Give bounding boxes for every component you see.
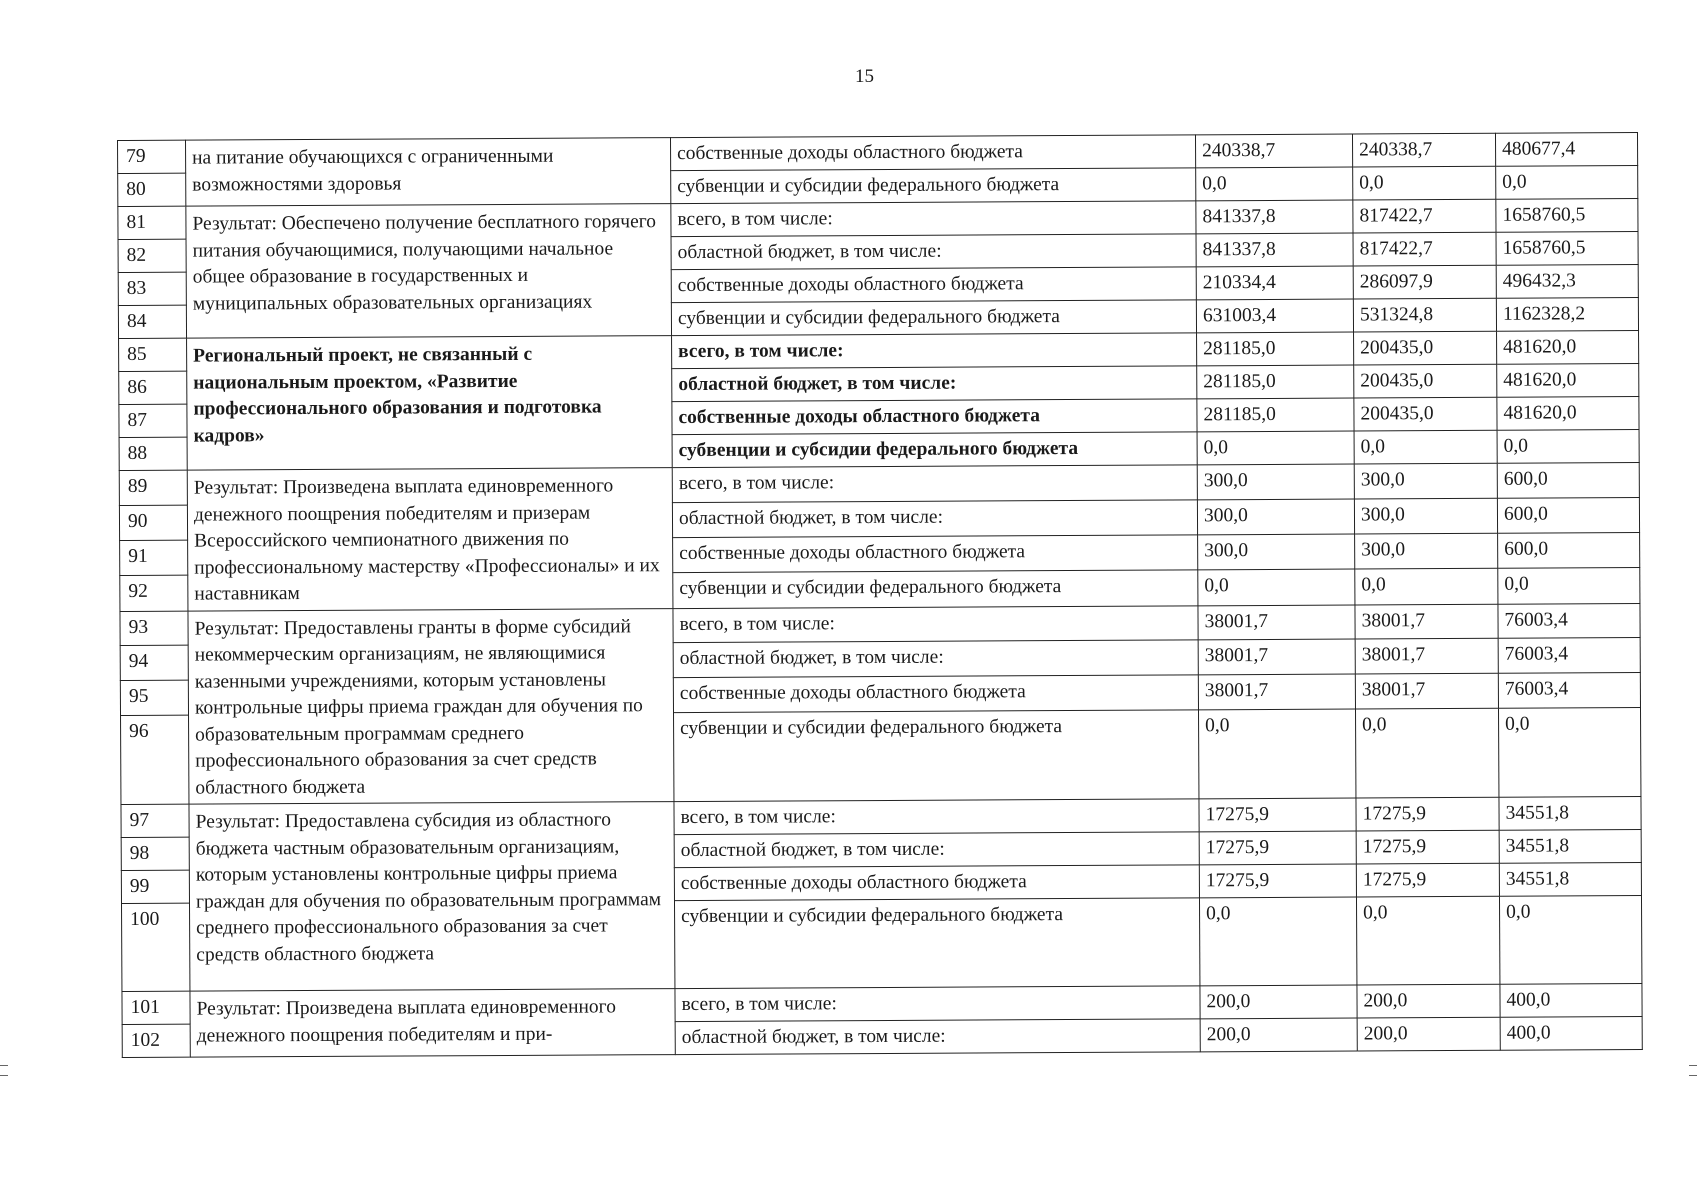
row-number: 90 (119, 505, 187, 540)
value-year-1: 841337,8 (1196, 200, 1353, 234)
value-year-1: 841337,8 (1196, 233, 1353, 267)
row-number: 97 (121, 804, 189, 837)
funding-source: собственные доходы областного бюджета (674, 865, 1199, 901)
value-year-1: 38001,7 (1198, 674, 1355, 710)
row-number: 87 (119, 404, 187, 437)
value-total: 1658760,5 (1496, 199, 1638, 233)
value-year-1: 281185,0 (1197, 365, 1354, 399)
value-year-2: 300,0 (1354, 463, 1497, 499)
value-year-2: 17275,9 (1356, 830, 1499, 864)
row-number: 83 (118, 272, 186, 305)
value-year-1: 240338,7 (1195, 134, 1352, 168)
row-number: 101 (122, 991, 190, 1024)
funding-source: субвенции и субсидии федерального бюджета (672, 432, 1197, 468)
row-number: 98 (121, 837, 189, 870)
row-number: 91 (120, 540, 188, 575)
value-total: 600,0 (1498, 533, 1640, 569)
funding-source: собственные доходы областного бюджета (673, 535, 1198, 573)
row-number: 92 (120, 576, 188, 611)
funding-source: областной бюджет, в том числе: (672, 366, 1197, 402)
value-total: 0,0 (1496, 166, 1638, 200)
value-total: 1162328,2 (1496, 298, 1638, 332)
row-description: Результат: Произведена выплата единовременного денежного поощрения победителям и при- (190, 989, 675, 1058)
row-number: 100 (121, 903, 189, 991)
value-total: 480677,4 (1495, 133, 1637, 167)
row-number: 86 (119, 371, 187, 404)
row-number: 93 (120, 611, 188, 646)
funding-source: всего, в том числе: (675, 986, 1200, 1022)
funding-source: областной бюджет, в том числе: (675, 1019, 1200, 1055)
value-year-2: 0,0 (1355, 569, 1498, 605)
value-total: 34551,8 (1499, 797, 1641, 831)
value-total: 0,0 (1498, 708, 1640, 798)
value-year-1: 631003,4 (1196, 299, 1353, 333)
funding-source: субвенции и субсидии федерального бюджета (674, 898, 1199, 989)
value-year-2: 200435,0 (1354, 364, 1497, 398)
value-year-1: 38001,7 (1198, 639, 1355, 675)
row-number: 85 (119, 338, 187, 371)
row-description: Результат: Предоставлена субсидия из областного бюджета частным образовательным организациям, которым установлены контрольные цифры приема граждан для обучения по образовательным программам среднего профессионального образования за счет средств областного бюджета (189, 802, 675, 992)
value-year-2: 300,0 (1354, 498, 1497, 534)
value-year-2: 0,0 (1353, 166, 1496, 200)
value-total: 1658760,5 (1496, 232, 1638, 266)
value-year-2: 17275,9 (1356, 797, 1499, 831)
row-number: 81 (118, 206, 186, 239)
row-description: Результат: Произведена выплата единовременного денежного поощрения победителям и призерам Всероссийского чемпионатного движения по профессиональному мастерству «Профессионалы» и их наставникам (187, 468, 673, 611)
funding-source: всего, в том числе: (671, 201, 1196, 237)
row-number: 82 (118, 239, 186, 272)
value-year-2: 0,0 (1355, 708, 1498, 798)
funding-source: всего, в том числе: (672, 465, 1197, 503)
funding-source: субвенции и субсидии федерального бюджета (671, 300, 1196, 336)
value-year-1: 17275,9 (1199, 864, 1356, 898)
right-margin-mark (1689, 1075, 1697, 1076)
value-year-1: 210334,4 (1196, 266, 1353, 300)
value-year-1: 0,0 (1196, 167, 1353, 201)
funding-source: субвенции и субсидии федерального бюджета (674, 710, 1199, 802)
value-year-2: 531324,8 (1353, 298, 1496, 332)
funding-source: собственные доходы областного бюджета (671, 267, 1196, 303)
value-year-2: 300,0 (1355, 534, 1498, 570)
value-year-2: 240338,7 (1352, 133, 1495, 167)
value-year-2: 200,0 (1357, 1017, 1500, 1051)
value-year-1: 0,0 (1198, 709, 1355, 799)
value-total: 400,0 (1500, 1017, 1642, 1051)
value-year-2: 38001,7 (1355, 674, 1498, 710)
value-total: 76003,4 (1498, 603, 1640, 639)
value-year-1: 17275,9 (1199, 831, 1356, 865)
funding-source: областной бюджет, в том числе: (673, 640, 1198, 678)
row-description: Результат: Предоставлены гранты в форме субсидий некоммерческим организациям, не являющимися казенными учреждениями, которым установлены контрольные цифры приема граждан для обучения по образовательным программам среднего профессионального образования за счет средств областного бюджета (188, 608, 674, 804)
value-total: 481620,0 (1497, 364, 1639, 398)
row-number: 79 (118, 140, 186, 173)
row-description: Региональный проект, не связанный с национальным проектом, «Развитие профессионального образования и подготовка кадров» (187, 336, 673, 471)
funding-source: областной бюджет, в том числе: (671, 234, 1196, 270)
value-total: 0,0 (1497, 430, 1639, 464)
value-total: 0,0 (1499, 896, 1641, 985)
right-margin-mark (1689, 1065, 1697, 1066)
row-number: 94 (120, 646, 188, 681)
value-year-2: 38001,7 (1355, 604, 1498, 640)
funding-source: собственные доходы областного бюджета (673, 675, 1198, 713)
funding-source: областной бюджет, в том числе: (674, 832, 1199, 868)
budget-table (117, 132, 1643, 1058)
value-total: 34551,8 (1499, 830, 1641, 864)
funding-source: всего, в том числе: (672, 333, 1197, 369)
value-year-2: 200435,0 (1354, 397, 1497, 431)
value-year-1: 38001,7 (1198, 605, 1355, 641)
value-total: 34551,8 (1499, 863, 1641, 897)
row-number: 96 (121, 715, 189, 804)
funding-source: областной бюджет, в том числе: (672, 500, 1197, 538)
left-margin-mark (0, 1075, 8, 1076)
value-total: 76003,4 (1498, 638, 1640, 674)
value-year-1: 200,0 (1200, 1018, 1357, 1052)
value-total: 600,0 (1497, 498, 1639, 534)
value-year-1: 0,0 (1198, 569, 1355, 605)
row-number: 84 (118, 305, 186, 338)
value-total: 0,0 (1498, 568, 1640, 604)
value-total: 496432,3 (1496, 265, 1638, 299)
funding-source: субвенции и субсидии федерального бюджета (671, 168, 1196, 204)
value-year-2: 0,0 (1354, 430, 1497, 464)
value-total: 481620,0 (1497, 397, 1639, 431)
value-year-2: 17275,9 (1356, 863, 1499, 897)
value-year-1: 200,0 (1200, 985, 1357, 1019)
value-total: 76003,4 (1498, 673, 1640, 709)
budget-table-body (118, 133, 1643, 1058)
value-year-2: 817422,7 (1353, 232, 1496, 266)
value-year-2: 200435,0 (1354, 331, 1497, 365)
row-number: 95 (120, 680, 188, 715)
value-year-1: 300,0 (1197, 464, 1354, 500)
value-year-1: 0,0 (1197, 431, 1354, 465)
funding-source: субвенции и субсидии федерального бюджета (673, 570, 1198, 608)
page-number: 15 (855, 66, 874, 87)
funding-source: собственные доходы областного бюджета (672, 399, 1197, 435)
value-year-1: 0,0 (1199, 897, 1356, 986)
funding-source: всего, в том числе: (674, 799, 1199, 835)
funding-source: собственные доходы областного бюджета (670, 135, 1195, 171)
value-total: 481620,0 (1497, 331, 1639, 365)
value-year-2: 38001,7 (1355, 639, 1498, 675)
value-year-2: 200,0 (1357, 984, 1500, 1018)
value-year-1: 281185,0 (1197, 398, 1354, 432)
row-number: 102 (122, 1024, 190, 1057)
value-total: 600,0 (1497, 463, 1639, 499)
row-description: Результат: Обеспечено получение бесплатного горячего питания обучающимися, получающими начальное общее образование в государственных и муниципальных образовательных организациях (186, 204, 672, 339)
value-total: 400,0 (1500, 984, 1642, 1018)
value-year-1: 300,0 (1197, 499, 1354, 535)
row-number: 80 (118, 173, 186, 206)
row-number: 89 (119, 470, 187, 505)
value-year-1: 281185,0 (1197, 332, 1354, 366)
row-description: на питание обучающихся с ограниченными возможностями здоровья (186, 138, 671, 207)
value-year-1: 300,0 (1198, 534, 1355, 570)
left-margin-mark (0, 1065, 8, 1066)
value-year-2: 817422,7 (1353, 199, 1496, 233)
value-year-2: 0,0 (1356, 896, 1499, 985)
value-year-2: 286097,9 (1353, 265, 1496, 299)
row-number: 88 (119, 437, 187, 470)
value-year-1: 17275,9 (1199, 798, 1356, 832)
row-number: 99 (121, 870, 189, 903)
funding-source: всего, в том числе: (673, 605, 1198, 643)
